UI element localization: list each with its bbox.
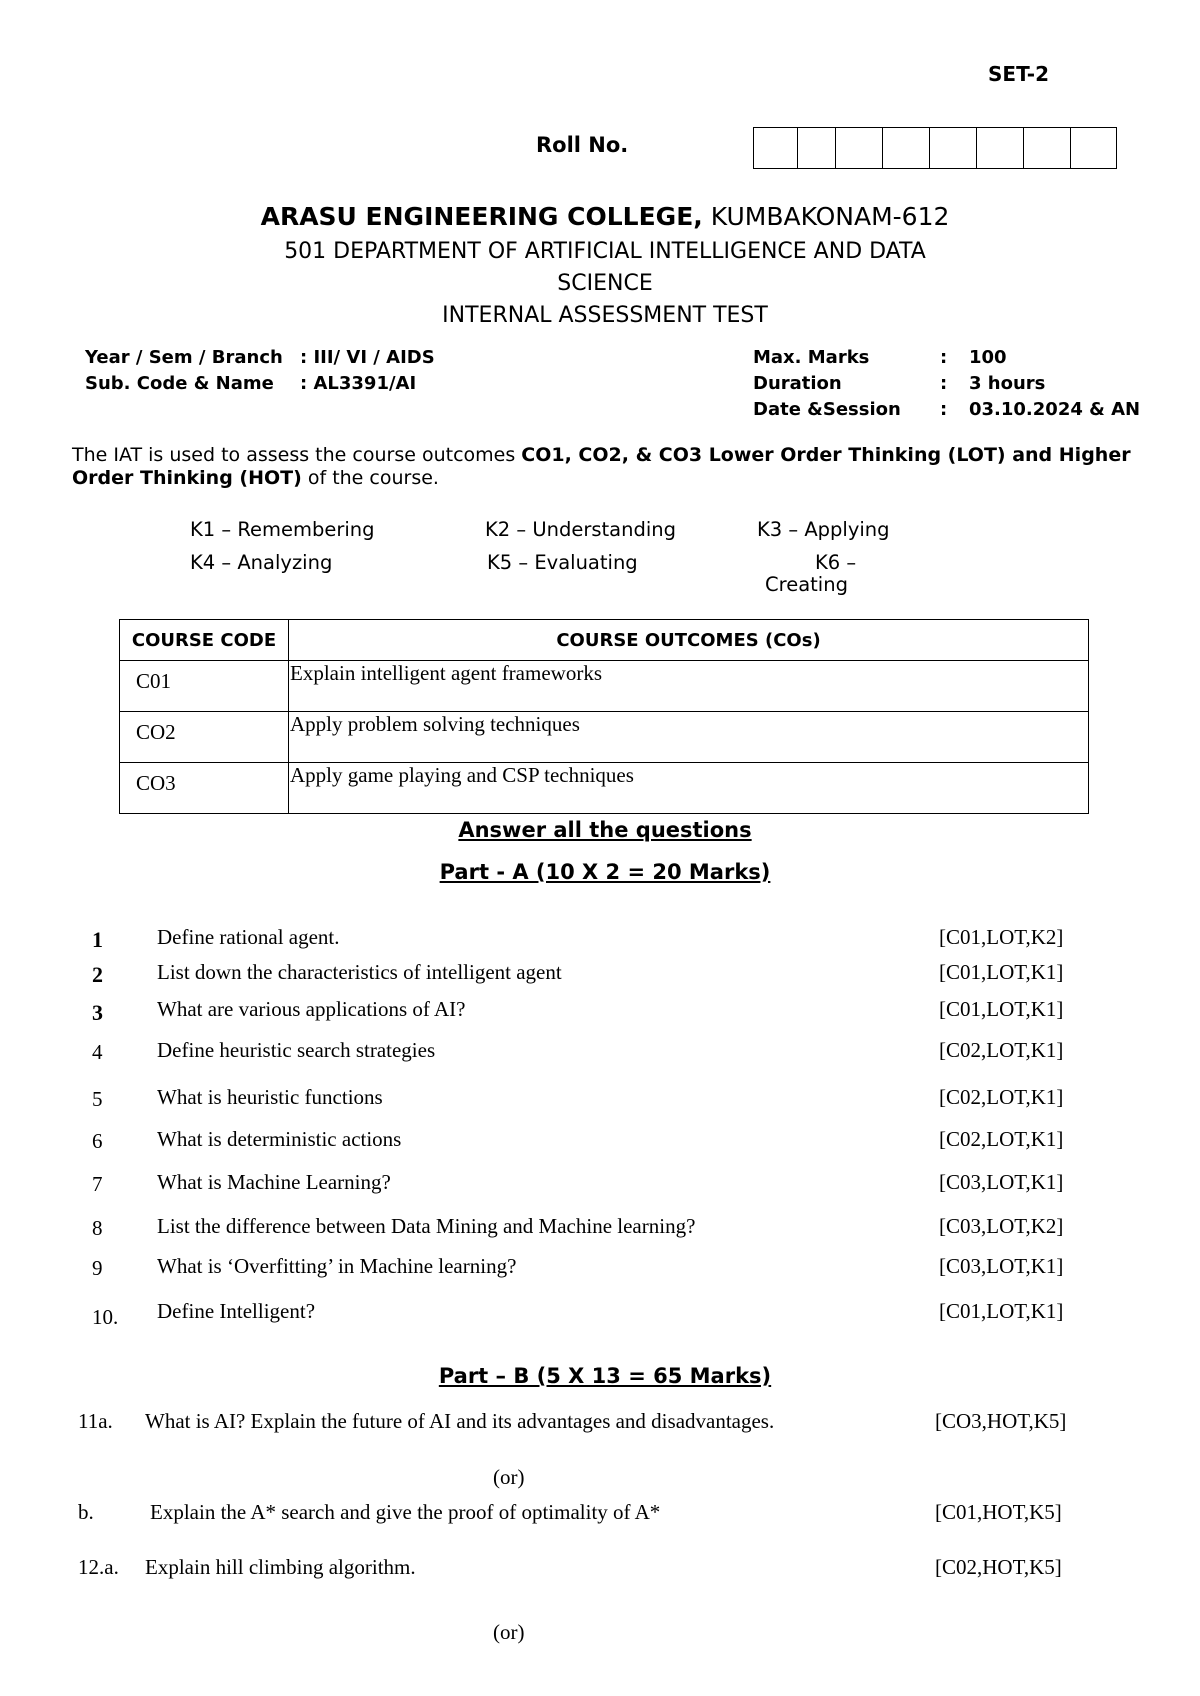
department-line-2: SCIENCE (557, 271, 653, 296)
or-separator: (or) (493, 1620, 525, 1644)
colon: : (940, 347, 948, 368)
set-label: SET-2 (988, 62, 1049, 86)
date-value: 03.10.2024 & AN (969, 399, 1141, 420)
question-tag: [CO3,HOT,K5] (935, 1409, 1067, 1433)
table-header-row (120, 620, 1089, 661)
question-text: What is AI? Explain the future of AI and its advantages and disadvantages. (145, 1409, 775, 1433)
course-outcome-cell: Explain intelligent agent frameworks (289, 661, 1089, 712)
question-tag: [C01,HOT,K5] (935, 1500, 1062, 1524)
college-name: ARASU ENGINEERING COLLEGE, (260, 202, 703, 231)
question-text: Define heuristic search strategies (157, 1038, 436, 1062)
question-text: Define Intelligent? (157, 1299, 316, 1323)
roll-box[interactable] (754, 128, 798, 168)
question-text: Define rational agent. (157, 925, 340, 949)
question-tag: [C01,LOT,K1] (939, 997, 1064, 1021)
question-number: 9 (92, 1256, 103, 1280)
k2-label: K2 – Understanding (485, 518, 677, 541)
question-tag: [C03,LOT,K1] (939, 1254, 1064, 1278)
roll-box[interactable] (883, 128, 930, 168)
k5-label: K5 – Evaluating (487, 551, 638, 574)
question-text: Explain hill climbing algorithm. (145, 1555, 416, 1579)
college-location: KUMBAKONAM-612 (702, 202, 950, 231)
roll-box[interactable] (977, 128, 1024, 168)
roll-box[interactable] (836, 128, 883, 168)
question-number: 10. (92, 1305, 119, 1329)
question-tag: [C01,LOT,K2] (939, 925, 1064, 949)
part-b-heading: Part – B (5 X 13 = 65 Marks) (438, 1364, 772, 1388)
year-value: : III/ VI / AIDS (300, 347, 435, 368)
question-tag: [C02,LOT,K1] (939, 1038, 1064, 1062)
question-number: 2 (92, 962, 103, 987)
question-number: 11a. (78, 1409, 113, 1433)
question-tag: [C03,LOT,K1] (939, 1170, 1064, 1194)
table-row (120, 712, 1089, 763)
question-tag: [C03,LOT,K2] (939, 1214, 1064, 1238)
question-text: What is Machine Learning? (157, 1170, 391, 1194)
question-tag: [C02,HOT,K5] (935, 1555, 1062, 1579)
intro-pre: The IAT is used to assess the course outcomes (72, 444, 522, 466)
k3-label: K3 – Applying (757, 518, 890, 541)
roll-number-boxes[interactable] (753, 127, 1117, 169)
roll-number-label: Roll No. (536, 133, 629, 157)
part-a-heading: Part - A (10 X 2 = 20 Marks) (439, 860, 771, 884)
question-tag: [C02,LOT,K1] (939, 1085, 1064, 1109)
department-line-1: 501 DEPARTMENT OF ARTIFICIAL INTELLIGENCE AND DATA (284, 239, 926, 264)
max-marks-label: Max. Marks (753, 347, 870, 368)
intro-paragraph (72, 444, 1132, 490)
question-number: 4 (92, 1040, 103, 1064)
k4-label: K4 – Analyzing (190, 551, 333, 574)
question-text: What is deterministic actions (157, 1127, 402, 1151)
question-number: b. (78, 1500, 94, 1524)
question-number: 3 (92, 1000, 103, 1025)
roll-box[interactable] (1024, 128, 1071, 168)
question-tag: [C01,LOT,K1] (939, 960, 1064, 984)
course-code-cell: CO3 (120, 763, 289, 814)
question-text: What is ‘Overfitting’ in Machine learning? (157, 1254, 517, 1278)
or-separator: (or) (493, 1465, 525, 1489)
question-tag: [C01,LOT,K1] (939, 1299, 1064, 1323)
question-text: Explain the A* search and give the proof of optimality of A* (150, 1500, 661, 1524)
k6-label-line1: K6 – (815, 551, 857, 574)
question-number: 12.a. (78, 1555, 119, 1579)
intro-bold: CO1, CO2, & CO3 Lower Order Thinking (LOT) and Higher Order Thinking (HOT) (72, 444, 1131, 489)
question-number: 5 (92, 1087, 103, 1111)
subject-value: : AL3391/AI (300, 373, 417, 394)
college-title (0, 202, 1200, 231)
k1-label: K1 – Remembering (190, 518, 375, 541)
colon: : (940, 373, 948, 394)
k6-label-line2: Creating (765, 573, 848, 596)
course-outcome-cell: Apply problem solving techniques (289, 712, 1089, 763)
colon: : (940, 399, 948, 420)
subject-label: Sub. Code & Name (85, 373, 274, 394)
max-marks-value: 100 (969, 347, 1007, 368)
question-number: 6 (92, 1129, 103, 1153)
question-number: 1 (92, 927, 103, 952)
header-course-code: COURSE CODE (120, 620, 289, 661)
course-outcome-cell: Apply game playing and CSP techniques (289, 763, 1089, 814)
test-title: INTERNAL ASSESSMENT TEST (442, 303, 768, 328)
year-label: Year / Sem / Branch (85, 347, 283, 368)
question-text: List the difference between Data Mining and Machine learning? (157, 1214, 696, 1238)
table-row (120, 661, 1089, 712)
course-code-cell: C01 (120, 661, 289, 712)
course-outcomes-table (119, 619, 1089, 814)
question-tag: [C02,LOT,K1] (939, 1127, 1064, 1151)
course-code-cell: CO2 (120, 712, 289, 763)
question-text: List down the characteristics of intelligent agent (157, 960, 562, 984)
question-text: What is heuristic functions (157, 1085, 383, 1109)
duration-label: Duration (753, 373, 842, 394)
roll-box[interactable] (1071, 128, 1116, 168)
table-row (120, 763, 1089, 814)
instructions-heading: Answer all the questions (458, 818, 752, 842)
roll-box[interactable] (930, 128, 977, 168)
duration-value: 3 hours (969, 373, 1046, 394)
question-number: 8 (92, 1216, 103, 1240)
date-label: Date &Session (753, 399, 901, 420)
roll-box[interactable] (798, 128, 836, 168)
intro-post: of the course. (301, 467, 439, 489)
question-number: 7 (92, 1172, 103, 1196)
header-course-outcomes: COURSE OUTCOMES (COs) (289, 620, 1089, 661)
question-text: What are various applications of AI? (157, 997, 466, 1021)
